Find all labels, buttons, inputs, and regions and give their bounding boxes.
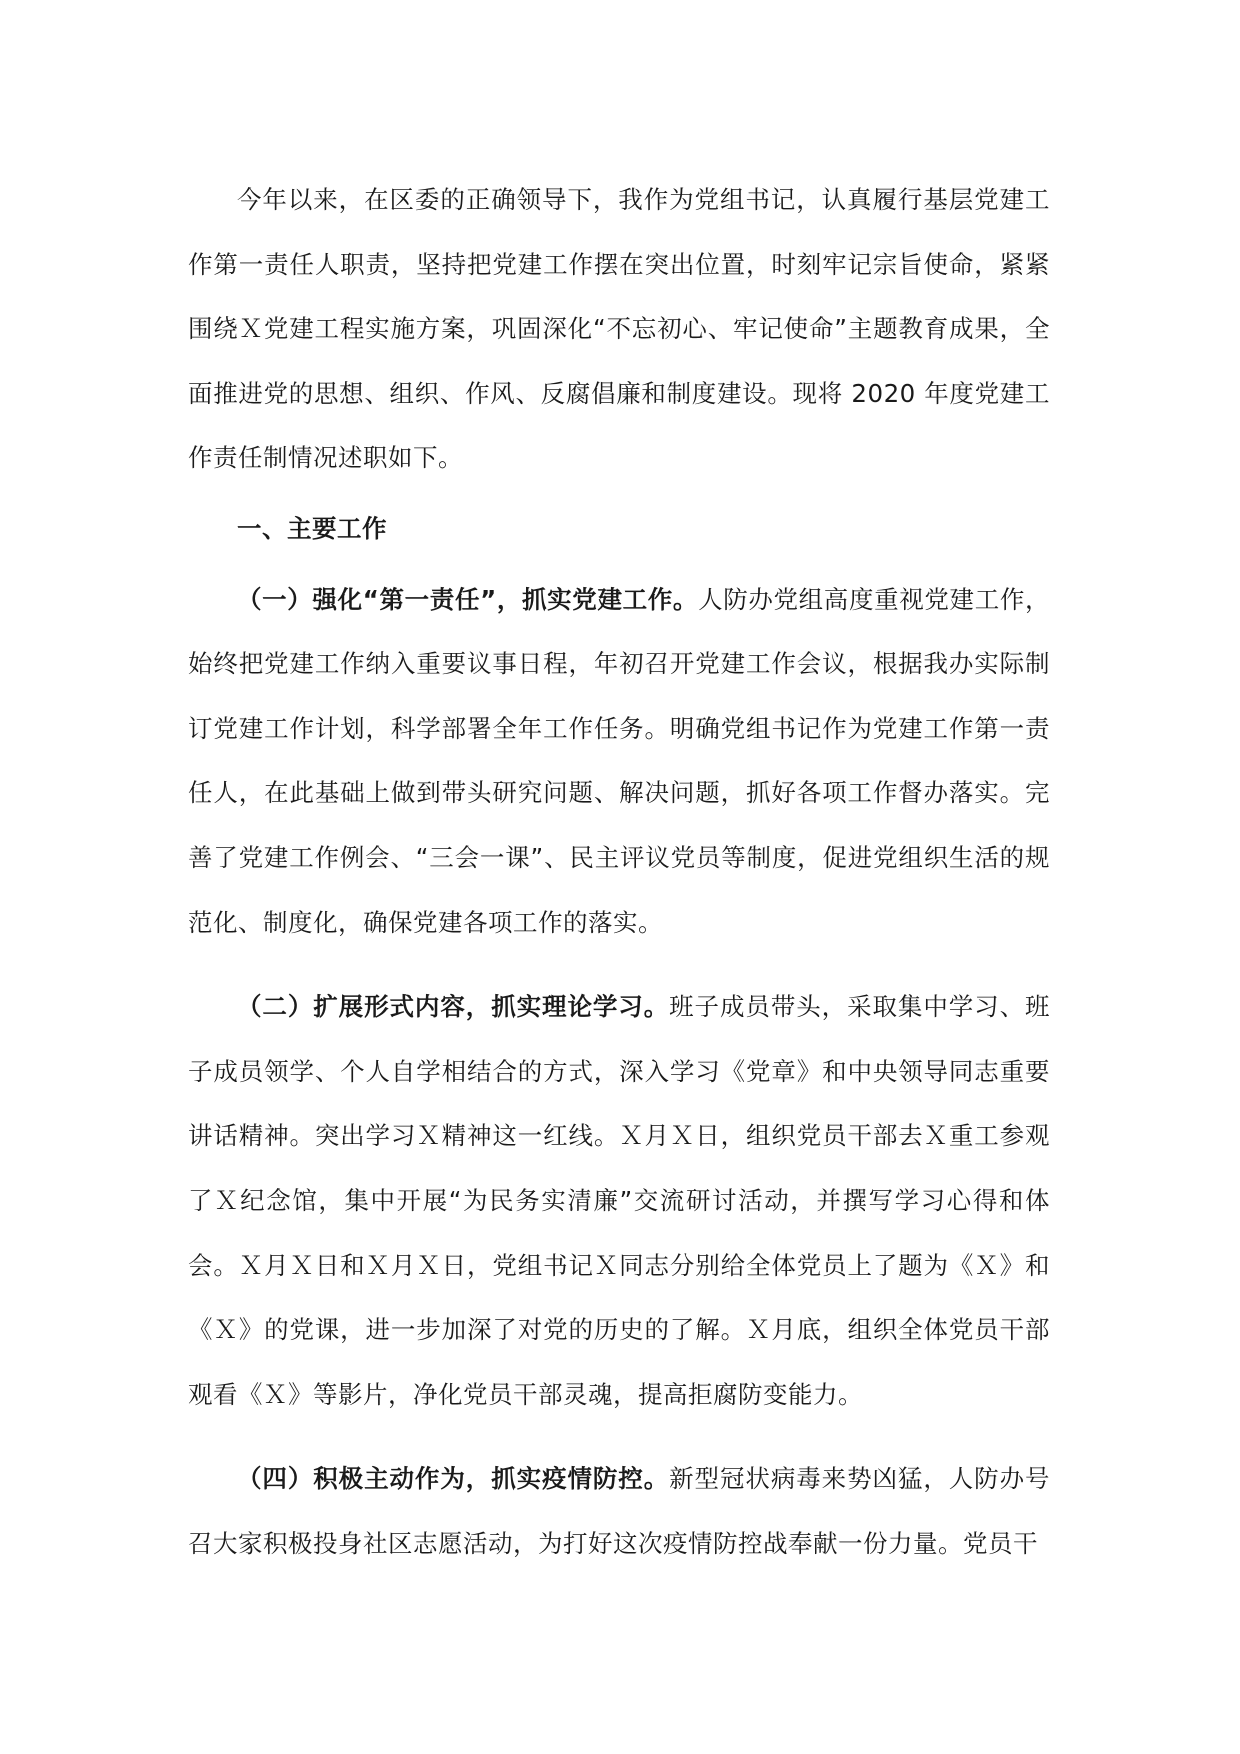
intro-paragraph: 今年以来，在区委的正确领导下，我作为党组书记，认真履行基层党建工作第一责任人职责，坚持把党建工作摆在突出位置，时刻牢记宗旨使命，紧紧围绕Ｘ党建工程实施方案，巩固深化“不忘初心、牢记使命”主题教育成果，全面推进党的思想、组织、作风、反腐倡廉和制度建设。现将 2020 年度党建工作责任制情况述职如下。 [188,185,1050,473]
document-page [188,168,1050,1576]
item-4-body: 新型冠状病毒来势凶猛，人防办号召大家积极投身社区志愿活动，为打好这次疫情防控战奉献一份力量。党员干 [188,1464,1051,1558]
item-2-body: 班子成员带头，采取集中学习、班子成员领学、个人自学相结合的方式，深入学习《党章》和中央领导同志重要讲话精神。突出学习Ｘ精神这一红线。Ｘ月Ｘ日，组织党员干部去Ｘ重工参观了Ｘ纪念馆，集中开展“为民务实清廉”交流研讨活动，并撰写学习心得和体会。Ｘ月Ｘ日和Ｘ月Ｘ日，党组书记Ｘ同志分别给全体党员上了题为《Ｘ》和《Ｘ》的党课，进一步加深了对党的历史的了解。Ｘ月底，组织全体党员干部观看《Ｘ》等影片，净化党员干部灵魂，提高拒腐防变能力。 [188,992,1051,1409]
item-4-lead: （四）积极主动作为，抓实疫情防控。 [237,1464,670,1494]
item-1-body: 人防办党组高度重视党建工作，始终把党建工作纳入重要议事日程，年初召开党建工作会议，根据我办实际制订党建工作计划，科学部署全年工作任务。明确党组书记作为党建工作第一责任人，在此基础上做到带头研究问题、解决问题，抓好各项工作督办落实。完善了党建工作例会、“三会一课”、民主评议党员等制度，促进党组织生活的规范化、制度化，确保党建各项工作的落实。 [188,584,1051,937]
section-heading-main-work: 一、主要工作 [237,513,387,543]
item-1-lead: （一）强化“第一责任”，抓实党建工作。 [237,584,699,614]
item-2-paragraph [188,975,1050,1427]
item-1-paragraph [188,568,1050,956]
item-2-lead: （二）扩展形式内容，抓实理论学习。 [237,992,670,1022]
item-4-paragraph [188,1447,1050,1576]
